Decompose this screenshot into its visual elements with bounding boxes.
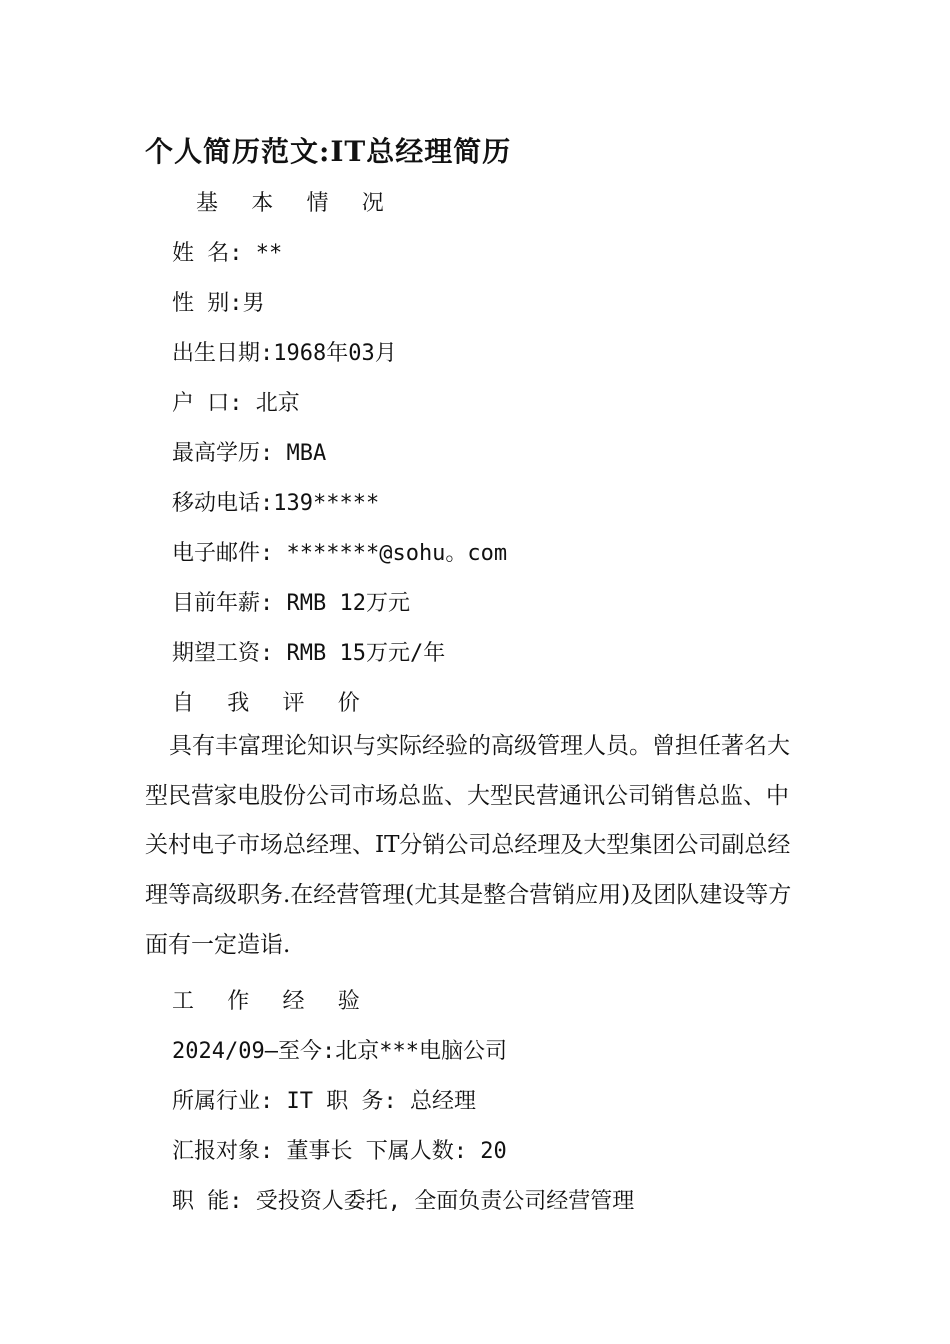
info-hukou: 户 口: 北京 [172, 391, 300, 416]
info-current-salary: 目前年薪: RMB 12万元 [172, 591, 410, 616]
work-industry-position: 所属行业: IT 职 务: 总经理 [172, 1089, 476, 1114]
info-email: 电子邮件: *******@sohu。com [172, 541, 508, 566]
info-expected-salary: 期望工资: RMB 15万元/年 [172, 641, 446, 666]
work-period: 2024/09—至今:北京***电脑公司 [172, 1039, 507, 1064]
section-heading-work: 工 作 经 验 [172, 989, 370, 1014]
section-heading-basic: 基 本 情 况 [196, 191, 394, 216]
info-mobile: 移动电话:139***** [172, 491, 380, 516]
section-heading-self: 自 我 评 价 [172, 691, 370, 716]
page-title: 个人简历范文:IT总经理简历 [145, 135, 512, 168]
info-name: 姓 名: ** [172, 241, 283, 266]
info-education: 最高学历: MBA [172, 441, 327, 466]
info-birthdate: 出生日期:1968年03月 [172, 341, 397, 366]
work-function: 职 能: 受投资人委托, 全面负责公司经营管理 [172, 1189, 635, 1214]
work-report-to: 汇报对象: 董事长 下属人数: 20 [172, 1139, 507, 1164]
info-gender: 性 别:男 [172, 291, 265, 316]
self-evaluation-paragraph: 具有丰富理论知识与实际经验的高级管理人员。曾担任著名大型民营家电股份公司市场总监、大型民营通讯公司销售总监、中关村电子市场总经理、IT分销公司总经理及大型集团公司副总经理等高级职务.在经营管理(尤其是整合营销应用)及团队建设等方面有一定造诣. [145, 733, 792, 958]
